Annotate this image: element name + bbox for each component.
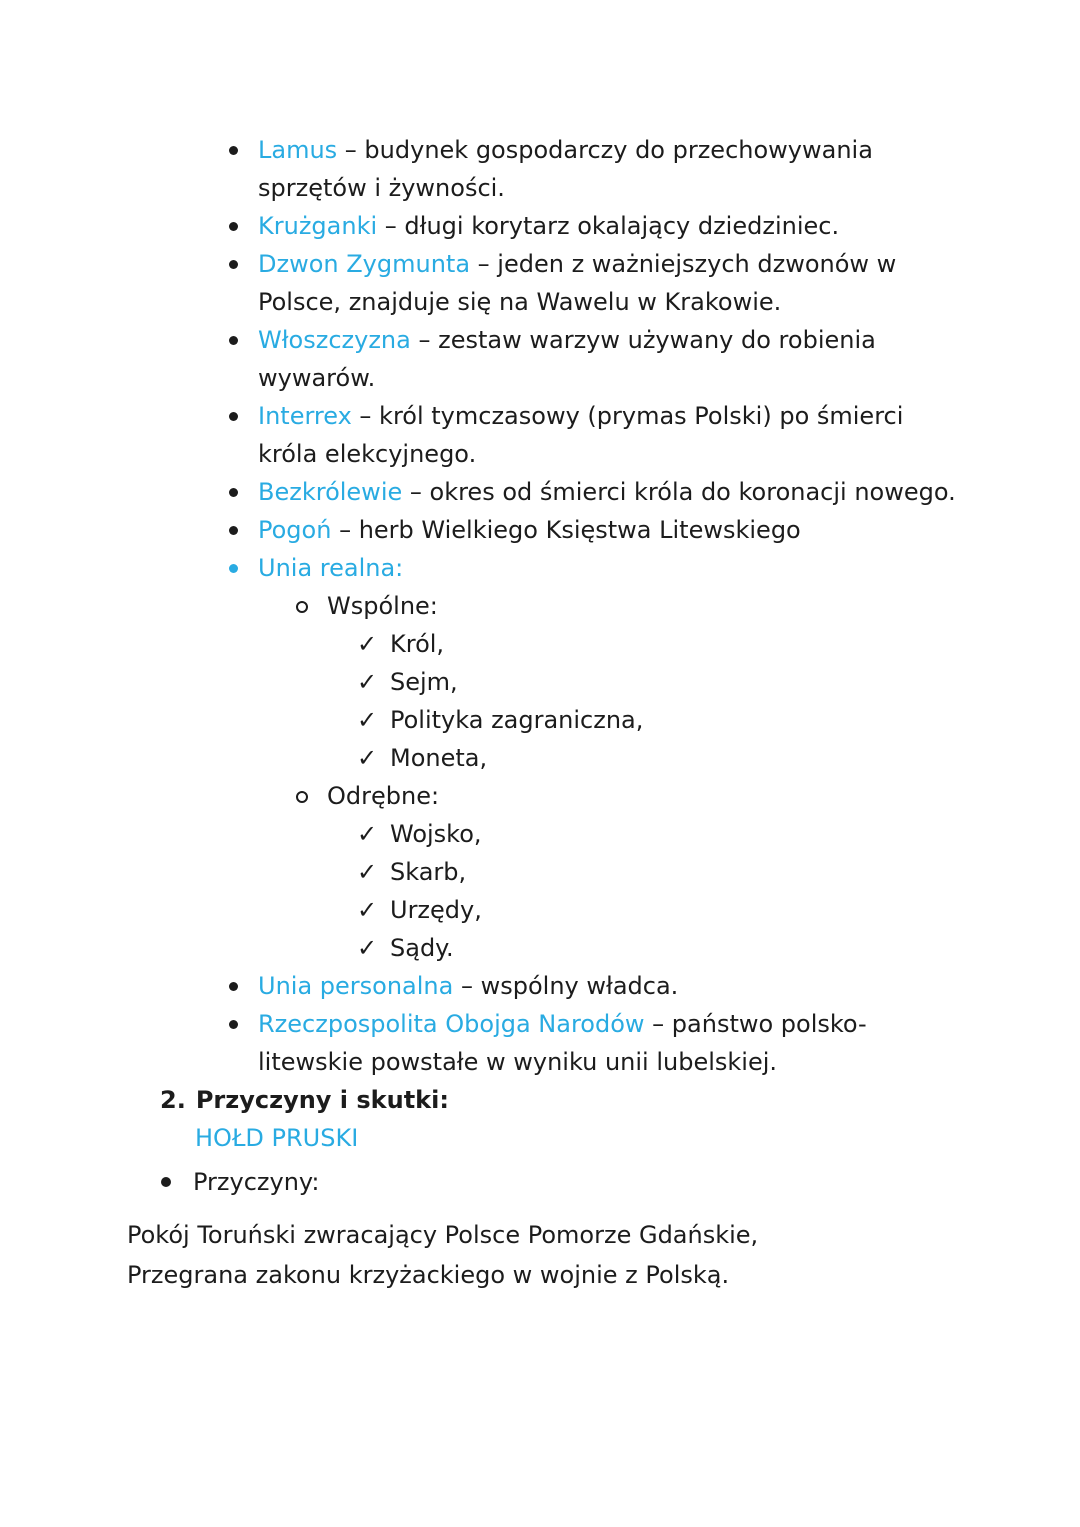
glossary-line — [258, 967, 1080, 1005]
check-item — [357, 929, 1080, 967]
bullet-icon — [229, 146, 238, 155]
check-item — [357, 663, 1080, 701]
glossary-term: Krużganki — [258, 212, 378, 240]
list-item — [258, 245, 1080, 321]
paragraph-line: Pokój Toruński zwracający Polsce Pomorze Gdańskie, — [127, 1221, 759, 1249]
glossary-line — [258, 549, 1080, 587]
przyczyny-label: Przyczyny: — [193, 1168, 320, 1196]
check-icon: ✓ — [357, 896, 378, 924]
check-item-label: Moneta, — [390, 744, 488, 772]
glossary-line — [258, 397, 1080, 435]
glossary-definition: – król tymczasowy (prymas Polski) po śmierci — [351, 402, 904, 430]
check-item — [357, 853, 1080, 891]
notes-content — [0, 131, 1080, 1295]
paragraph-line: Przegrana zakonu krzyżackiego w wojnie z Polską. — [127, 1261, 730, 1289]
list-item — [258, 473, 1080, 511]
circle-bullet-icon — [296, 791, 308, 803]
glossary-line — [258, 511, 1080, 549]
glossary-term: Unia personalna — [258, 972, 454, 1000]
glossary-line — [258, 207, 1080, 245]
glossary-definition-cont: litewskie powstałe w wyniku unii lubelskiej. — [258, 1048, 778, 1076]
glossary-term: Dzwon Zygmunta — [258, 250, 471, 278]
bullet-icon — [229, 526, 238, 535]
list-item — [258, 967, 1080, 1005]
list-item-unia-realna — [258, 549, 1080, 587]
glossary-definition-cont: sprzętów i żywności. — [258, 174, 505, 202]
glossary-definition: – herb Wielkiego Księstwa Litewskiego — [331, 516, 801, 544]
bullet-icon — [229, 336, 238, 345]
list-item — [258, 131, 1080, 207]
check-item — [357, 701, 1080, 739]
section-heading-label: Przyczyny i skutki: — [195, 1086, 449, 1114]
bullet-icon — [229, 412, 238, 421]
sublist-label: Odrębne: — [327, 782, 440, 810]
list-item — [258, 207, 1080, 245]
glossary-definition: – państwo polsko- — [644, 1010, 867, 1038]
glossary-definition: – budynek gospodarczy do przechowywania — [337, 136, 873, 164]
check-item-label: Król, — [390, 630, 445, 658]
glossary-term: Włoszczyzna — [258, 326, 411, 354]
circle-bullet-icon — [296, 601, 308, 613]
glossary-line — [258, 131, 1080, 169]
check-item-label: Polityka zagraniczna, — [390, 706, 644, 734]
list-item — [258, 397, 1080, 473]
check-item-label: Skarb, — [390, 858, 467, 886]
check-icon: ✓ — [357, 630, 378, 658]
glossary-definition: – jeden z ważniejszych dzwonów w — [470, 250, 897, 278]
glossary-term: Lamus — [258, 136, 338, 164]
glossary-definition-cont: króla elekcyjnego. — [258, 440, 477, 468]
check-icon: ✓ — [357, 706, 378, 734]
glossary-line — [258, 1005, 1080, 1043]
check-item-label: Sądy. — [390, 934, 454, 962]
check-item — [357, 625, 1080, 663]
glossary-definition: – wspólny władca. — [453, 972, 679, 1000]
bullet-icon — [161, 1177, 171, 1187]
check-item — [357, 815, 1080, 853]
glossary-term: Interrex — [258, 402, 352, 430]
check-icon: ✓ — [357, 820, 378, 848]
check-icon: ✓ — [357, 858, 378, 886]
list-item — [258, 1005, 1080, 1081]
section-number: 2. — [160, 1086, 186, 1114]
bullet-icon — [229, 260, 238, 269]
glossary-term: Bezkrólewie — [258, 478, 403, 506]
glossary-definition-cont: wywarów. — [258, 364, 376, 392]
check-item-label: Sejm, — [390, 668, 458, 696]
glossary-line — [258, 245, 1080, 283]
sublist-item — [327, 587, 1080, 625]
glossary-definition-cont: Polsce, znajduje się na Wawelu w Krakowie. — [258, 288, 782, 316]
bullet-icon — [229, 222, 238, 231]
bullet-icon — [229, 1020, 238, 1029]
check-icon: ✓ — [357, 934, 378, 962]
list-item-przyczyny — [193, 1163, 1080, 1201]
sublist-label: Wspólne: — [327, 592, 438, 620]
glossary-term: Rzeczpospolita Obojga Narodów — [258, 1010, 645, 1038]
bullet-icon — [229, 564, 238, 573]
list-item — [258, 511, 1080, 549]
glossary-line — [258, 321, 1080, 359]
bullet-icon — [229, 982, 238, 991]
glossary-term: Unia realna: — [258, 554, 404, 582]
glossary-definition: – zestaw warzyw używany do robienia — [410, 326, 876, 354]
section-heading — [160, 1081, 1080, 1119]
check-item-label: Urzędy, — [390, 896, 482, 924]
bullet-icon — [229, 488, 238, 497]
paragraph — [127, 1215, 1080, 1295]
glossary-definition: – długi korytarz okalający dziedziniec. — [377, 212, 840, 240]
check-icon: ✓ — [357, 668, 378, 696]
check-item — [357, 739, 1080, 777]
check-item-label: Wojsko, — [390, 820, 482, 848]
check-item — [357, 891, 1080, 929]
glossary-term: Pogoń — [258, 516, 332, 544]
section-subheading: HOŁD PRUSKI — [195, 1124, 359, 1152]
glossary-line — [258, 473, 1080, 511]
check-icon: ✓ — [357, 744, 378, 772]
list-item — [258, 321, 1080, 397]
sublist-item — [327, 777, 1080, 815]
glossary-definition: – okres od śmierci króla do koronacji nowego. — [402, 478, 956, 506]
